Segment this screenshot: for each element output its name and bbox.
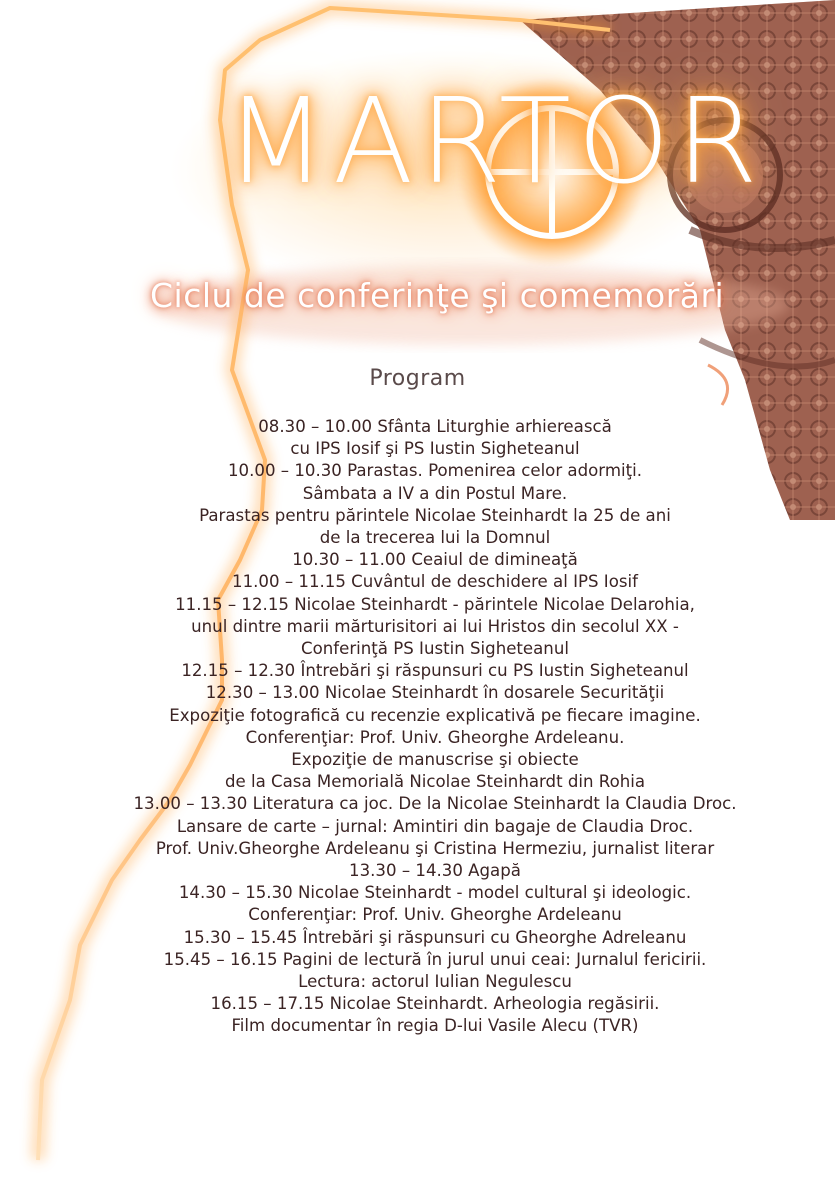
schedule-line: 08.30 – 10.00 Sfânta Liturghie arhierească [258,417,612,436]
schedule-line: 15.30 – 15.45 Întrebări şi răspunsuri cu Gheorghe Adreleanu [183,927,687,947]
schedule-line: 10.30 – 11.00 Ceaiul de dimineaţă [292,550,578,570]
schedule-line: 16.15 – 17.15 Nicolae Steinhardt. Arheologia regăsirii. [210,994,660,1014]
schedule-line: 12.15 – 12.30 Întrebări şi răspunsuri cu PS Iustin Sigheteanul [181,661,689,681]
poster-subtitle: Ciclu de conferinţe şi comemorări [150,276,725,315]
schedule-line: 14.30 – 15.30 Nicolae Steinhardt - model cultural şi ideologic. [178,883,692,903]
schedule-line: Expoziţie fotografică cu recenzie explicativă pe fiecare imagine. [169,705,701,725]
schedule-line: Film documentar în regia D-lui Vasile Alecu (TVR) [231,1016,639,1036]
schedule-line: Lectura: actorul Iulian Negulescu [298,972,572,992]
schedule-line: Conferinţă PS Iustin Sigheteanul [301,639,569,659]
schedule-list [70,416,800,1038]
schedule-line: Conferenţiar: Prof. Univ. Gheorghe Ardeleanu. [245,727,625,747]
schedule-line: Parastas pentru părintele Nicolae Steinhardt la 25 de ani [199,505,671,525]
schedule-line: cu IPS Iosif şi PS Iustin Sigheteanul [290,439,580,459]
schedule-line: 10.00 – 10.30 Parastas. Pomenirea celor adormiţi. [228,461,642,481]
schedule-line: Expoziţie de manuscrise şi obiecte [291,750,579,770]
poster-title: MARTOR [225,72,764,210]
schedule-line: Conferenţiar: Prof. Univ. Gheorghe Ardeleanu [248,905,622,925]
schedule-line: 11.15 – 12.15 Nicolae Steinhardt - părintele Nicolae Delarohia, [175,594,695,614]
schedule-line: de la trecerea lui la Domnul [319,528,551,548]
schedule-line: 13.30 – 14.30 Agapă [349,861,521,881]
schedule-line: 13.00 – 13.30 Literatura ca joc. De la Nicolae Steinhardt la Claudia Droc. [133,794,737,814]
schedule-line: Lansare de carte – jurnal: Amintiri din bagaje de Claudia Droc. [176,816,694,836]
schedule-line: 11.00 – 11.15 Cuvântul de deschidere al IPS Iosif [232,572,638,592]
schedule-line: 12.30 – 13.00 Nicolae Steinhardt în dosarele Securităţii [205,683,665,703]
schedule-line: 15.45 – 16.15 Pagini de lectură în jurul unui ceai: Jurnalul fericirii. [163,949,707,969]
schedule-line: de la Casa Memorială Nicolae Steinhardt din Rohia [224,772,646,792]
title-block [225,72,785,232]
schedule-line: Prof. Univ.Gheorghe Ardeleanu şi Cristina Hermeziu, jurnalist literar [155,838,715,858]
schedule-line: Sâmbata a IV a din Postul Mare. [302,483,568,503]
program-heading: Program [369,366,466,391]
schedule-line: unul dintre marii mărturisitori ai lui Hristos din secolul XX - [191,616,679,636]
